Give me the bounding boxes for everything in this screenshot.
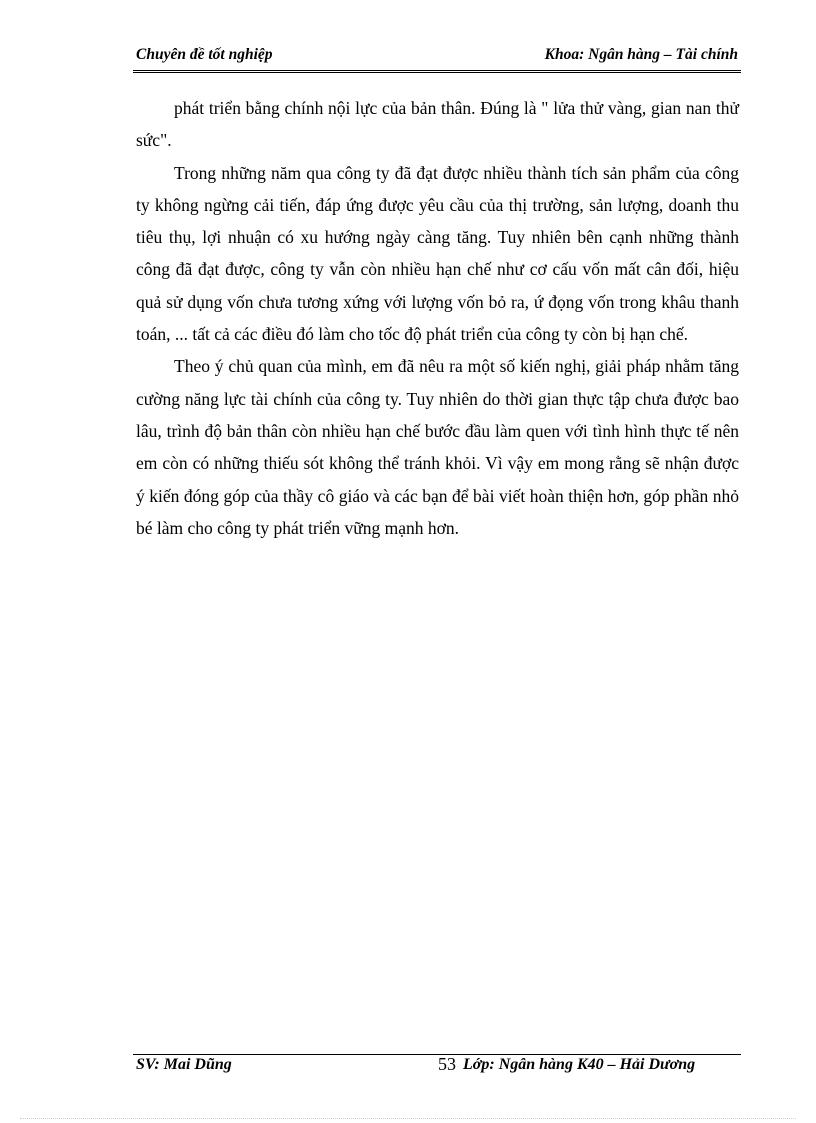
- paragraph-1: phát triển bằng chính nội lực của bản thân. Đúng là " lửa thử vàng, gian nan thử sức".: [136, 98, 739, 151]
- page-border-dots: [20, 1118, 796, 1119]
- header-right-title: Khoa: Ngân hàng – Tài chính: [544, 46, 738, 63]
- footer-rule: [133, 1054, 741, 1055]
- footer-student: SV: Mai Dũng: [136, 1056, 232, 1073]
- paragraph-2: Trong những năm qua công ty đã đạt được nhiều thành tích sản phẩm của công ty không ngừng cải tiến, đáp ứng được yêu cầu của thị trường, sản lượng, doanh thu tiêu thụ, lợi nhuận có xu hướng ngày càng tăng. Tuy nhiên bên cạnh những thành công đã đạt được, công ty vẫn còn nhiều hạn chế như cơ cấu vốn mất cân đối, hiệu quả sử dụng vốn chưa tương xứng với lượng vốn bỏ ra, ứ đọng vốn trong khâu thanh toán, ... tất cả các điều đó làm cho tốc độ phát triển của công ty còn bị hạn chế.: [136, 162, 739, 345]
- footer-class: Lớp: Ngân hàng K40 – Hải Dương: [463, 1056, 696, 1073]
- paragraph-3: Theo ý chủ quan của mình, em đã nêu ra một số kiến nghị, giải pháp nhằm tăng cường năng lực tài chính của công ty. Tuy nhiên do thời gian thực tập chưa được bao lâu, trình độ bản thân còn nhiều hạn chế bước đầu làm quen với tình hình thực tế nên em còn có những thiếu sót không thể tránh khỏi. Vì vậy em mong rằng sẽ nhận được ý kiến đóng góp của thầy cô giáo và các bạn để bài viết hoàn thiện hơn, góp phần nhỏ bé làm cho công ty phát triển vững mạnh hơn.: [136, 356, 739, 538]
- page-number: 53: [438, 1054, 456, 1074]
- body-text: [136, 92, 739, 544]
- header-left-title: Chuyên đề tốt nghiệp: [136, 46, 273, 63]
